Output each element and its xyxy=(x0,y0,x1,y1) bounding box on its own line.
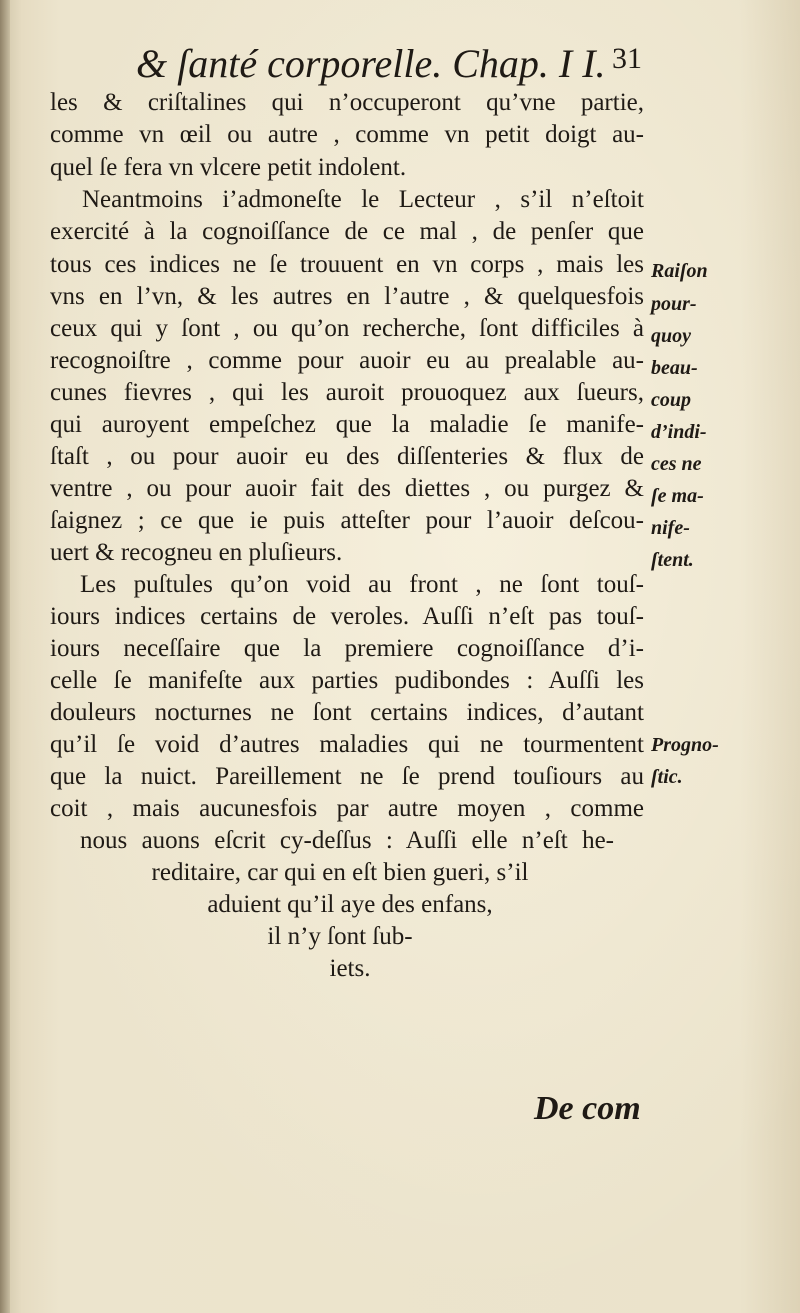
text-line: ventre , ou pour auoir fait des diettes , ou purgez & xyxy=(50,475,644,502)
text-line: coit , mais aucunesfois par autre moyen , comme xyxy=(50,795,644,822)
margin-note: ces ne xyxy=(651,453,702,475)
page-number: 31 xyxy=(612,42,642,75)
margin-note: pour- xyxy=(651,293,697,315)
margin-note: Raiſon xyxy=(651,260,708,282)
paragraph-start-line: Neantmoins i’admoneſte le Lecteur , s’il n’eſtoit xyxy=(82,186,644,213)
text-line: qui auroyent empeſchez que la maladie ſe manife- xyxy=(50,411,644,438)
margin-note: d’indi- xyxy=(651,421,707,443)
margin-note: quoy xyxy=(651,325,691,347)
tapering-line: reditaire, car qui en eſt bien gueri, s’il xyxy=(151,859,529,886)
text-line: ceux qui y ſont , ou qu’on recherche, ſont difficiles à xyxy=(50,315,644,342)
text-line: uert & recogneu en pluſieurs. xyxy=(50,539,343,566)
text-line: iours neceſſaire que la premiere cognoiſſance d’i- xyxy=(50,635,644,662)
text-line: tous ces indices ne ſe trouuent en vn corps , mais les xyxy=(50,251,644,278)
text-line: les & criſtalines qui n’occuperont qu’vne partie, xyxy=(50,89,644,116)
catchword: De com xyxy=(534,1090,641,1127)
tapering-line: nous auons eſcrit cy-deſſus : Auſſi elle n’eſt he- xyxy=(80,827,614,854)
text-line: ſaignez ; ce que ie puis atteſter pour l’auoir deſcou- xyxy=(50,507,644,534)
text-line: iours indices certains de veroles. Auſſi n’eſt pas touſ- xyxy=(50,603,644,630)
margin-note: nife- xyxy=(651,517,690,539)
margin-note: beau- xyxy=(651,357,698,379)
margin-note: ſe ma- xyxy=(651,485,704,507)
paragraph-start-line: Les puſtules qu’on void au front , ne ſont touſ- xyxy=(80,571,644,598)
text-line: comme vn œil ou autre , comme vn petit doigt au- xyxy=(50,121,644,148)
text-line: ſtaſt , ou pour auoir eu des diſſenteries & flux de xyxy=(50,443,644,470)
text-line: douleurs nocturnes ne ſont certains indices, d’autant xyxy=(50,699,644,726)
tapering-line: il n’y ſont ſub- xyxy=(267,923,413,950)
margin-note: Progno- xyxy=(651,734,719,756)
margin-note: ſtent. xyxy=(651,549,694,571)
text-line: exercité à la cognoiſſance de ce mal , de penſer que xyxy=(50,218,644,245)
margin-note: ſtic. xyxy=(651,766,683,788)
text-line: quel ſe fera vn vlcere petit indolent. xyxy=(50,154,407,181)
text-line: celle ſe manifeſte aux parties pudibondes : Auſſi les xyxy=(50,667,644,694)
text-line: cunes fievres , qui les auroit prouoquez aux ſueurs, xyxy=(50,379,644,406)
text-line: recognoiſtre , comme pour auoir eu au prealable au- xyxy=(50,347,644,374)
text-line: vns en l’vn, & les autres en l’autre , & quelquesfois xyxy=(50,283,644,310)
tapering-line: iets. xyxy=(329,955,371,982)
tapering-line: aduient qu’il aye des enfans, xyxy=(207,891,493,918)
text-line: qu’il ſe void d’autres maladies qui ne tourmentent xyxy=(50,731,644,758)
page-gutter xyxy=(0,0,10,1313)
text-line: que la nuict. Pareillement ne ſe prend touſiours au xyxy=(50,763,644,790)
margin-note: coup xyxy=(651,389,691,411)
running-title: & ſanté corporelle. Chap. I I. xyxy=(136,41,606,86)
